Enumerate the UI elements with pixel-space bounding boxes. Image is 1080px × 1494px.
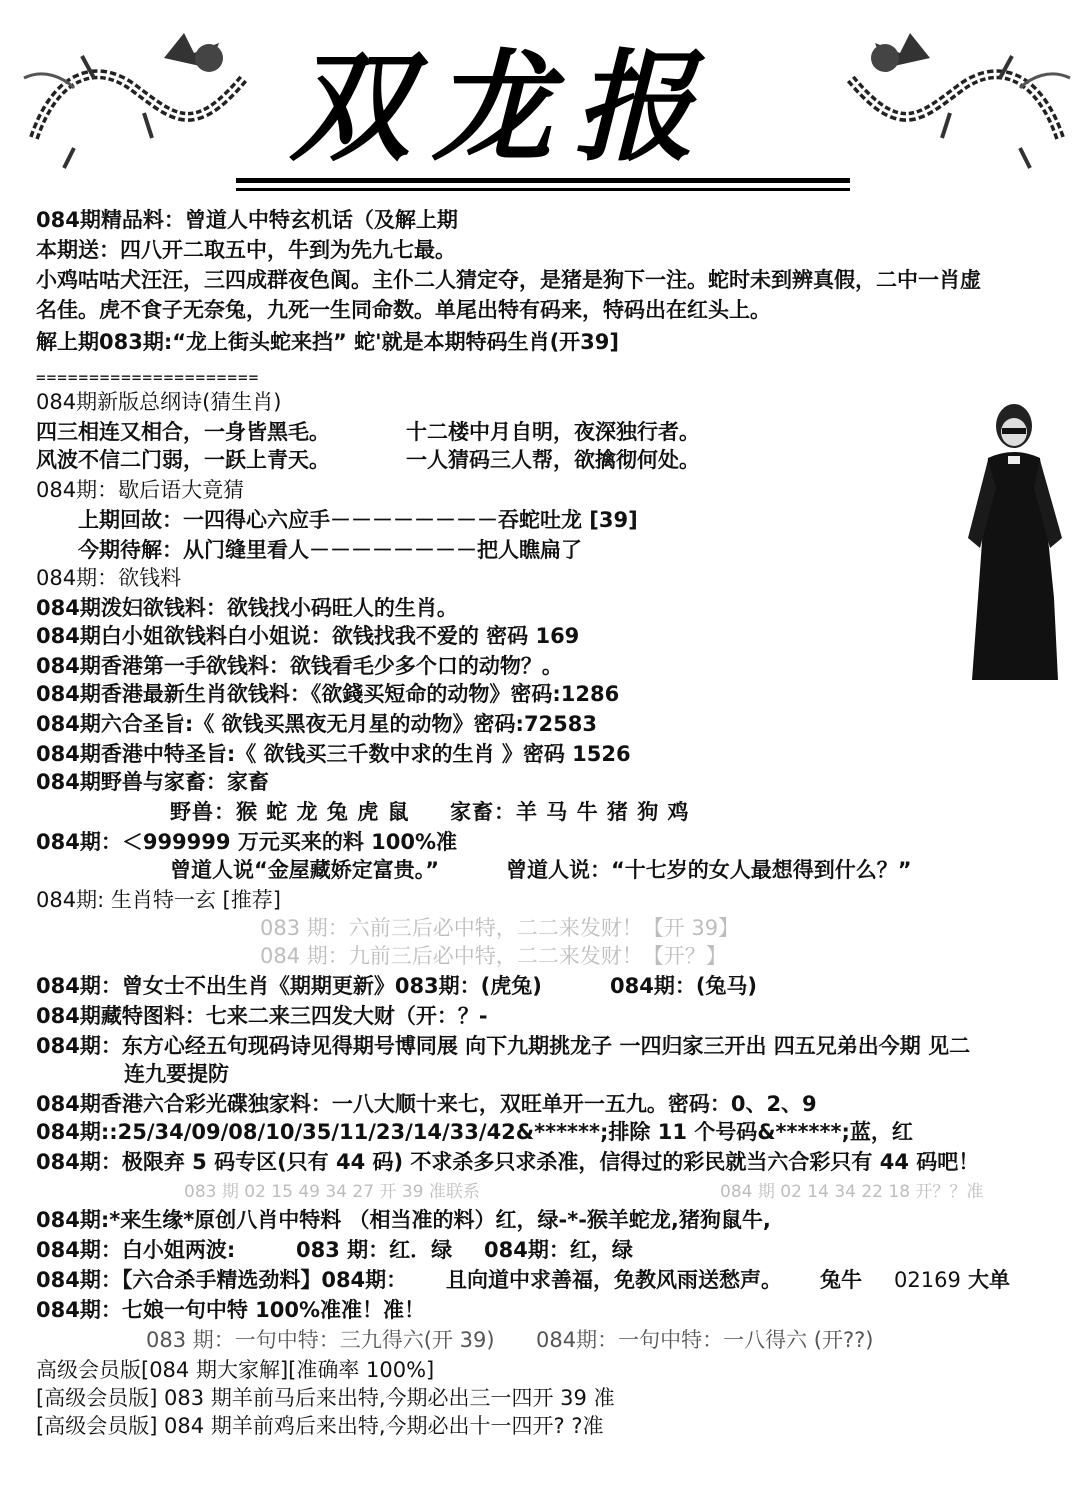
gray-text-line: 084期：一句中特：一八得六 (开??) [536,1328,874,1352]
text-line: 曾道人说“金屋藏娇定富贵。” [170,858,440,882]
text-line: 084期香港最新生肖欲钱料：《欲錢买短命的动物》密码:1286 [36,682,620,706]
text-line: 02169 [894,1268,961,1292]
text-line: 084期藏特图料：七来二来三四发大财（开：？- [36,1004,488,1028]
text-line: 084期：曾女士不出生肖《期期更新》083期：(虎兔) [36,974,542,998]
text-line: 084期香港中特圣旨:《 欲钱买三千数中求的生肖 》密码 1526 [36,742,631,766]
text-line: 且向道中求善福，免教风雨送愁声。 [446,1268,782,1292]
faded-text-line: 084 期：九前三后必中特，二二来发财！【开？】 [260,944,727,968]
text-line: 084期：白小姐两波: [36,1238,236,1262]
text-line: 084期：极限弃 5 码专区(只有 44 码) 不求杀多只求杀准，信得过的彩民就当六合彩只有 44 码吧！ [36,1150,980,1174]
text-line: 家畜：羊 马 牛 猪 狗 鸡 [450,800,690,824]
text-line: 084期：红，绿 [484,1238,633,1262]
text-line: 084期：歇后语大竟猜 [36,478,245,502]
text-line: 084期：东方心经五句现码诗见得期号博同展 向下九期挑龙子 一四归家三开出 四五兄弟出今期 见二 [36,1034,971,1058]
text-line: 曾道人说：“十七岁的女人最想得到什么？” [506,858,912,882]
faded-text-line: 083 期 02 15 49 34 27 开 39 准联系 [184,1182,480,1202]
text-line: 今期待解：从门缝里看人－－－－－－－－把人瞧扁了 [78,538,582,562]
text-line: 084期六合圣旨:《 欲钱买黑夜无月星的动物》密码:72583 [36,712,597,736]
faded-text-line: 084 期 02 14 34 22 18 开？？准 [720,1182,984,1202]
text-line: 084期野兽与家畜：家畜 [36,770,269,794]
masthead-rule [236,178,850,183]
faded-text-line: 083 期：六前三后必中特，二二来发财！【开 39】 [260,916,740,940]
text-line: 084期：(兔马) [610,974,758,998]
text-line: [高级会员版] 083 期羊前马后来出特,今期必出三一四开 39 准 [36,1386,615,1410]
masthead-rule [236,188,850,191]
poem-line: 风波不信二门弱，一跃上青天。 [36,448,330,472]
text-line: 小鸡咕咕犬汪汪，三四成群夜色阆。主仆二人猜定夺，是猪是狗下一注。蛇时未到辨真假，二中一肖虚 [36,268,981,292]
right-dragon-illustration [840,18,1080,178]
text-line: 084期: 生肖特一玄 [推荐] [36,888,281,912]
text-line: 084期泼妇欲钱料：欲钱找小码旺人的生肖。 [36,596,458,620]
text-line: 名佳。虎不食子无奈兔，九死一生同命数。单尾出特有码来，特码出在红头上。 [36,298,771,322]
man-in-robe-photo [958,398,1068,688]
text-line: 连九要提防 [124,1062,229,1086]
separator-line: ===================== [36,368,260,387]
text-line: 084期：【六合杀手精选劲料】084期： [36,1268,408,1292]
masthead-title: 双龙报 [290,37,716,178]
gray-text-line: 083 期：一句中特：三九得六(开 39) [146,1328,495,1352]
text-line: 野兽：猴 蛇 龙 兔 虎 鼠 [170,800,410,824]
text-line: 084期::25/34/09/08/10/35/11/23/14/33/42&******;排除 11 个号码&******;蓝，红 [36,1120,913,1144]
text-line: 084期：＜999999 万元买来的料 100%准 [36,830,458,854]
text-line: 高级会员版[084 期大家解][准确率 100%] [36,1358,435,1382]
left-dragon-illustration [14,18,264,178]
text-line: 083 期：红．绿 [296,1238,453,1262]
poem-line: 十二楼中月自明，夜深独行者。 [406,420,700,444]
text-line: [高级会员版] 084 期羊前鸡后来出特,今期必出十一四开? ?准 [36,1414,604,1438]
text-line: 084期:*来生缘*原创八肖中特料 （相当准的料）红，绿-*-猴羊蛇龙,猪狗鼠牛, [36,1208,771,1232]
text-line: 084期香港第一手欲钱料：欲钱看毛少多个口的动物？。 [36,654,563,678]
text-line: 大单 [968,1268,1010,1292]
text-line: 084期新版总纲诗(猜生肖) [36,390,282,414]
poem-line: 一人猜码三人帮，欲擒彻何处。 [406,448,700,472]
text-line: 084期：七娘一句中特 100%准准！准！ [36,1298,426,1322]
poem-line: 四三相连又相合，一身皆黑毛。 [36,420,330,444]
text-line: 084期：欲钱料 [36,566,182,590]
text-line: 解上期083期:“龙上街头蛇来挡” 蛇'就是本期特码生肖(开39] [36,330,619,354]
text-line: 084期香港六合彩光碟独家料：一八大顺十来七，双旺单开一五九。密码：0、2、9 [36,1092,817,1116]
text-line: 上期回故：一四得心六应手－－－－－－－－吞蛇吐龙 [39] [78,508,638,532]
text-line: 本期送：四八开二取五中，牛到为先九七最。 [36,238,456,262]
text-line: 084期精品料：曾道人中特玄机话（及解上期 [36,208,458,232]
masthead [0,0,1080,200]
text-line: 084期白小姐欲钱料白小姐说：欲钱找我不爱的 密码 169 [36,624,580,648]
text-line: 兔牛 [820,1268,862,1292]
